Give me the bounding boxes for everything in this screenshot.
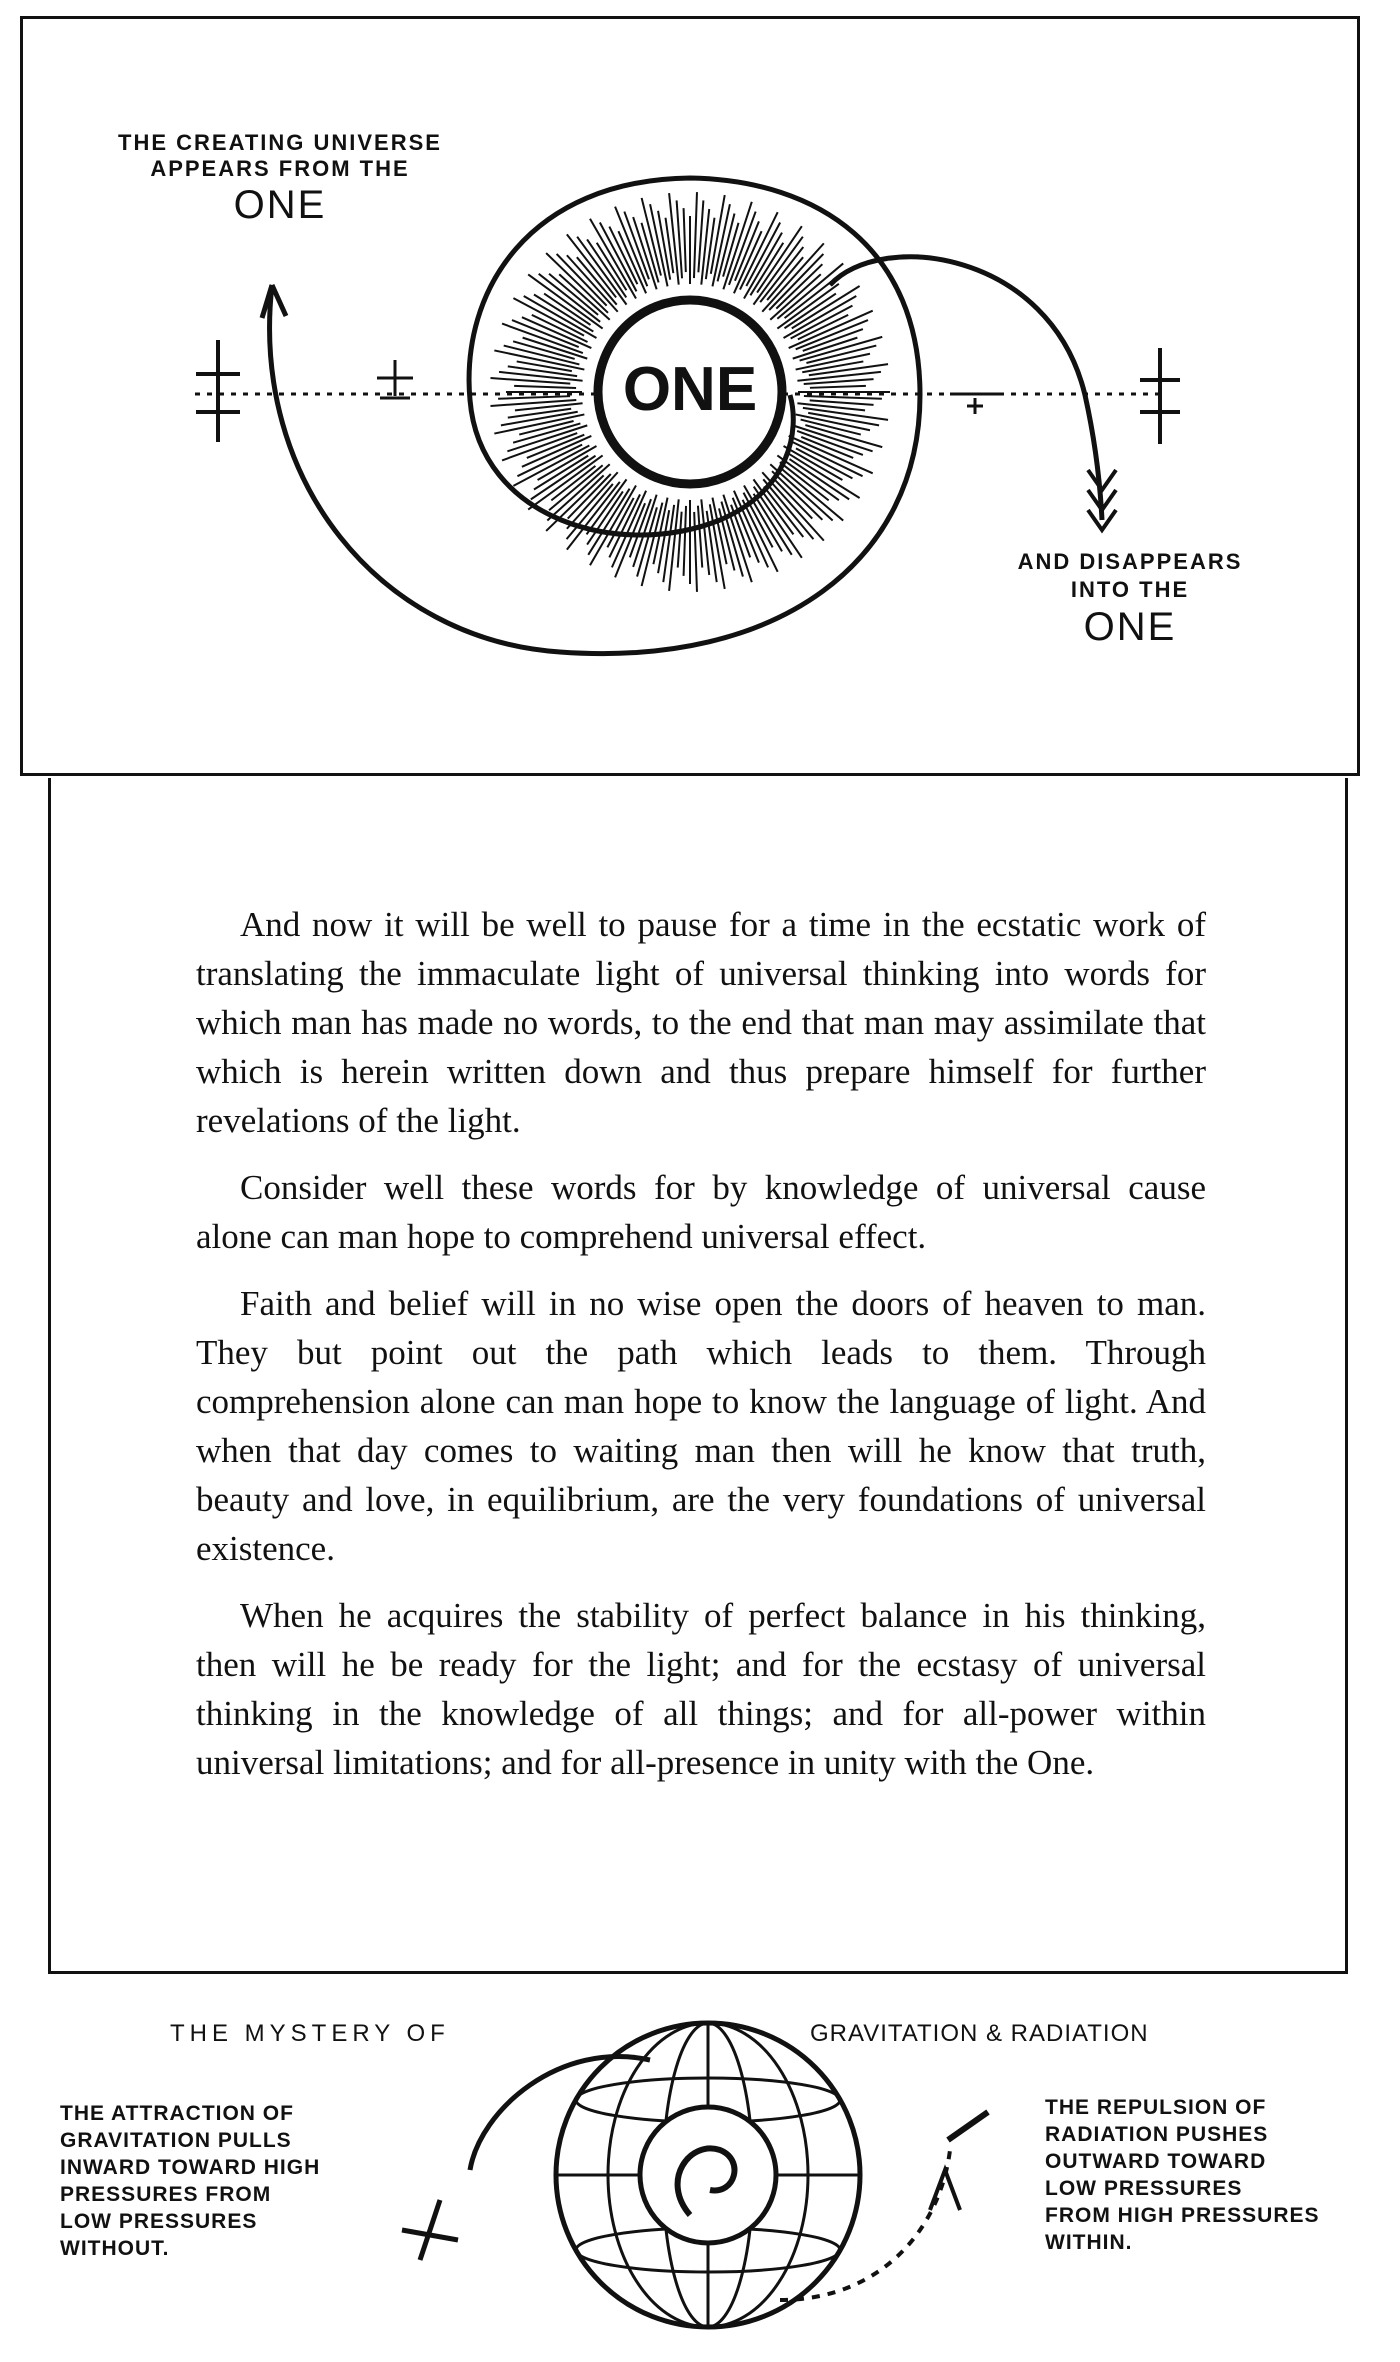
left-caption-line-6: WITHOUT. bbox=[60, 2237, 170, 2260]
left-cross-marker bbox=[196, 340, 240, 442]
left-plus-marker bbox=[377, 360, 413, 398]
paragraph-4: When he acquires the stability of perfect balance in his thinking, then will he be ready for the light; and for the ecstasy of universal thinking in the knowledge of all things; and for all-power within universal limitations; and for all-presence in unity with the One. bbox=[196, 1596, 1206, 1782]
right-caption-line-5: FROM HIGH PRESSURES bbox=[1045, 2204, 1320, 2227]
ray-line bbox=[514, 386, 576, 388]
right-bottom-arrow bbox=[930, 2112, 988, 2210]
plus-sign-label bbox=[355, 340, 435, 341]
appears-caption bbox=[80, 130, 480, 228]
disappears-one: ONE bbox=[1083, 605, 1177, 649]
ray-line bbox=[624, 212, 649, 280]
appears-line2: APPEARS FROM THE bbox=[150, 156, 410, 181]
ray-line bbox=[797, 431, 863, 455]
body-text bbox=[196, 900, 1206, 1805]
left-caption-line-1: THE ATTRACTION OF bbox=[60, 2102, 294, 2125]
ray-line bbox=[684, 506, 686, 576]
right-caption-line-3: OUTWARD TOWARD bbox=[1045, 2150, 1267, 2173]
disappears-caption bbox=[960, 548, 1300, 650]
disappears-line2: INTO THE bbox=[1070, 577, 1190, 602]
left-caption-line-4: PRESSURES FROM bbox=[60, 2183, 272, 2206]
ray-line bbox=[810, 386, 866, 388]
ray-line bbox=[798, 315, 848, 340]
ray-line bbox=[694, 512, 697, 592]
paragraph-2: Consider well these words for by knowledge of universal cause alone can man hope to comprehend universal effect. bbox=[196, 1168, 1206, 1256]
ray-line bbox=[498, 396, 570, 399]
right-bottom-caption bbox=[1045, 2094, 1375, 2256]
paragraph-1: And now it will be well to pause for a time in the ecstatic work of translating the immaculate light of universal thinking into words for which man has made no words, to the end that man may assimilate that which is herein written down and thus prepare himself for further revelations of the light. bbox=[196, 905, 1206, 1140]
appears-line1: THE CREATING UNIVERSE bbox=[118, 130, 442, 155]
left-bottom-caption bbox=[60, 2100, 440, 2262]
ray-line bbox=[694, 192, 697, 278]
right-caption-line-6: WITHIN. bbox=[1045, 2231, 1133, 2254]
ray-line bbox=[678, 512, 682, 568]
globe-icon bbox=[470, 2023, 950, 2327]
disappears-line1: AND DISAPPEARS bbox=[1017, 549, 1243, 574]
ray-line bbox=[523, 338, 588, 359]
bottom-title-right: GRAVITATION & RADIATION bbox=[810, 2020, 1149, 2047]
right-caption-line-4: LOW PRESSURES bbox=[1045, 2177, 1243, 2200]
right-caption-line-2: RADIATION PUSHES bbox=[1045, 2123, 1269, 2146]
left-caption-line-5: LOW PRESSURES bbox=[60, 2210, 258, 2233]
paragraph-3: Faith and belief will in no wise open the doors of heaven to man. They but point out the path which leads to them. Through comprehension alone can man hope to know the language of light. And when that day comes to waiting man then will he know that truth, beauty and love, in equilibrium, are the very foundations of universal existence. bbox=[196, 1284, 1206, 1568]
left-caption-line-2: GRAVITATION PULLS bbox=[60, 2129, 292, 2152]
minus-plus-sign-label bbox=[935, 380, 1015, 381]
ray-line bbox=[810, 400, 874, 404]
ray-line bbox=[698, 506, 702, 568]
ray-line bbox=[735, 221, 759, 280]
right-minus-plus-marker bbox=[950, 394, 1000, 414]
ray-line bbox=[804, 396, 882, 399]
ray-line bbox=[527, 435, 584, 458]
center-one-label: ONE bbox=[622, 355, 758, 424]
right-cross-marker bbox=[1140, 348, 1180, 444]
ray-line bbox=[793, 338, 858, 359]
appears-one: ONE bbox=[233, 183, 327, 227]
ray-line bbox=[698, 200, 703, 272]
right-caption-line-1: THE REPULSION OF bbox=[1045, 2096, 1267, 2119]
ray-line bbox=[684, 208, 686, 272]
bottom-title-left: THE MYSTERY OF bbox=[170, 2020, 450, 2047]
left-caption-line-3: INWARD TOWARD HIGH bbox=[60, 2156, 321, 2179]
ray-line bbox=[800, 337, 883, 361]
